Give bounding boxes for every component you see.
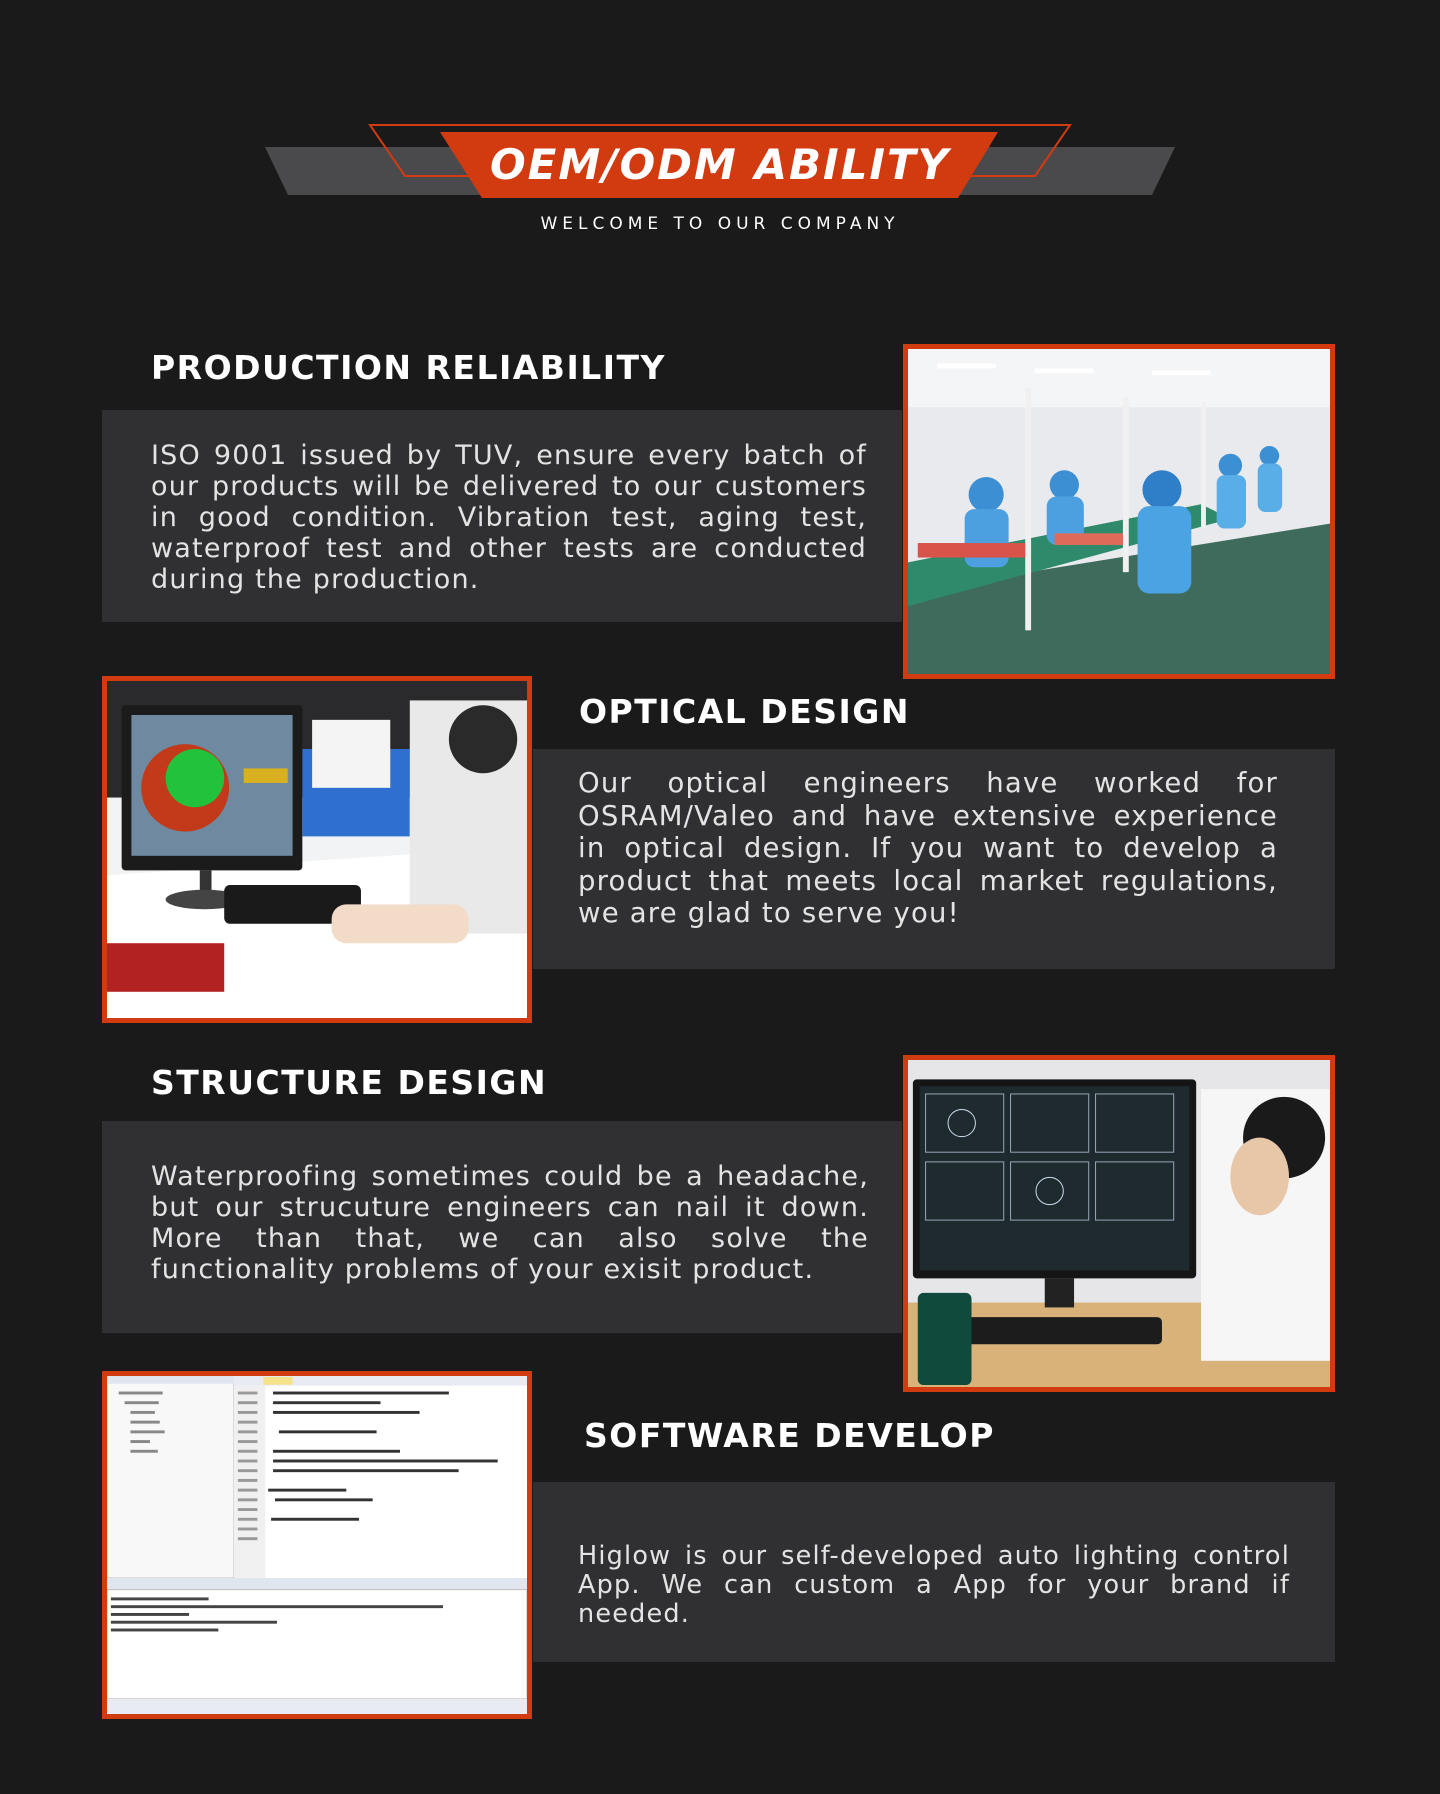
- section-title-structure: STRUCTURE DESIGN: [151, 1063, 548, 1102]
- text-panel-structure: [102, 1121, 902, 1333]
- section-body-structure: Waterproofing sometimes could be a headache, but our strucuture engineers can nail it down. More than that, we can also solve the functionality problems of your exisit product.: [151, 1161, 869, 1285]
- section-body-production: ISO 9001 issued by TUV, ensure every batch of our products will be delivered to our customers in good condition. Vibration test, aging test, waterproof test and other tests are conducted during the production.: [151, 440, 867, 595]
- text-panel-software: [533, 1482, 1335, 1662]
- section-title-production: PRODUCTION RELIABILITY: [151, 348, 666, 387]
- text-panel-optical: [533, 749, 1335, 969]
- text-panel-production: [102, 410, 902, 622]
- section-body-software: Higlow is our self-developed auto lighting control App. We can custom a App for your brand if needed.: [578, 1541, 1290, 1629]
- section-body-optical: Our optical engineers have worked for OSRAM/Valeo and have extensive experience in optical design. If you want to develop a product that meets local market regulations, we are glad to serve you!: [578, 767, 1278, 929]
- page-title: OEM/ODM ABILITY: [489, 140, 951, 189]
- code-editor-screenshot: [102, 1371, 532, 1719]
- production-line-photo: [903, 344, 1335, 679]
- cad-engineer-photo: [903, 1055, 1335, 1392]
- header-banner: [0, 0, 1440, 260]
- section-title-optical: OPTICAL DESIGN: [579, 692, 910, 731]
- page-subtitle: WELCOME TO OUR COMPANY: [540, 214, 900, 234]
- optical-design-photo: [102, 676, 532, 1023]
- section-title-software: SOFTWARE DEVELOP: [584, 1416, 995, 1455]
